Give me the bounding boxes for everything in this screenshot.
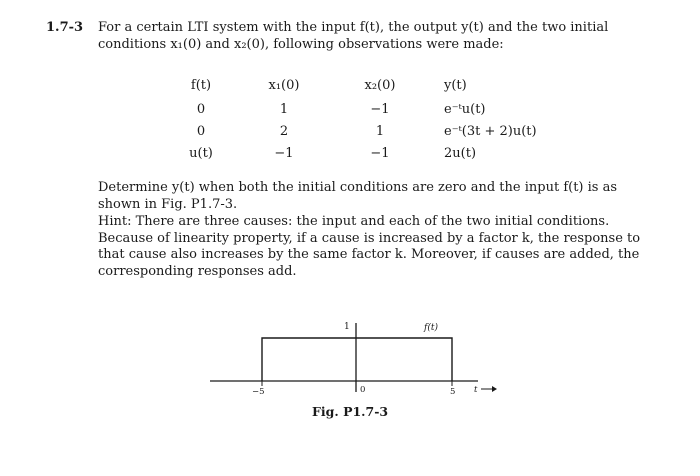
- table-row: [170, 142, 554, 164]
- table-cell: 2: [279, 123, 289, 139]
- table-cell: e⁻ᵗ(3t + 2)u(t): [444, 123, 537, 139]
- table-cell: −1: [370, 145, 390, 161]
- table-cell: −1: [274, 145, 294, 161]
- tick-label-0: 0: [360, 385, 366, 395]
- table-cell: 1: [279, 101, 289, 117]
- question-text: Determine y(t) when both the initial conditions are zero and the input f(t) is as shown in Fig. P1.7-3.: [98, 180, 618, 212]
- table-row: [170, 120, 554, 142]
- table-cell: u(t): [189, 145, 213, 161]
- axis-label-t: t: [474, 385, 478, 395]
- problem-statement: [46, 20, 646, 53]
- pulse-shape: [262, 338, 452, 381]
- hint-text: Hint: There are three causes: the input and each of the two initial conditions. Because of linearity property, if a cause is increased by a factor k, the response to that cause also increases by the same factor k. Moreover, if causes are added, the corresponding responses add.: [98, 214, 641, 279]
- observations-table: [170, 72, 554, 164]
- amplitude-label: 1: [344, 322, 350, 332]
- tick-label-5: 5: [450, 387, 456, 397]
- problem-intro: For a certain LTI system with the input f(t), the output y(t) and the two initial conditions x₁(0) and x₂(0), following observations were made:: [98, 20, 609, 52]
- table-cell: 0: [196, 123, 206, 139]
- table-cell: 2u(t): [444, 145, 477, 161]
- header-output: y(t): [444, 77, 467, 93]
- table-cell: −1: [370, 101, 390, 117]
- table-row: [170, 98, 554, 120]
- table-cell: 0: [196, 101, 206, 117]
- header-x2: x₂(0): [364, 77, 396, 93]
- table-cell: 1: [375, 123, 385, 139]
- header-input: f(t): [190, 77, 212, 93]
- arrow-right-icon: [492, 386, 497, 392]
- problem-number: 1.7-3: [46, 20, 84, 35]
- function-label: f(t): [424, 323, 438, 333]
- table-header-row: [170, 72, 554, 98]
- table-cell: e⁻ᵗu(t): [444, 101, 486, 117]
- figure-caption: Fig. P1.7-3: [312, 404, 389, 419]
- header-x1: x₁(0): [268, 77, 300, 93]
- tick-label-neg5: −5: [252, 387, 265, 397]
